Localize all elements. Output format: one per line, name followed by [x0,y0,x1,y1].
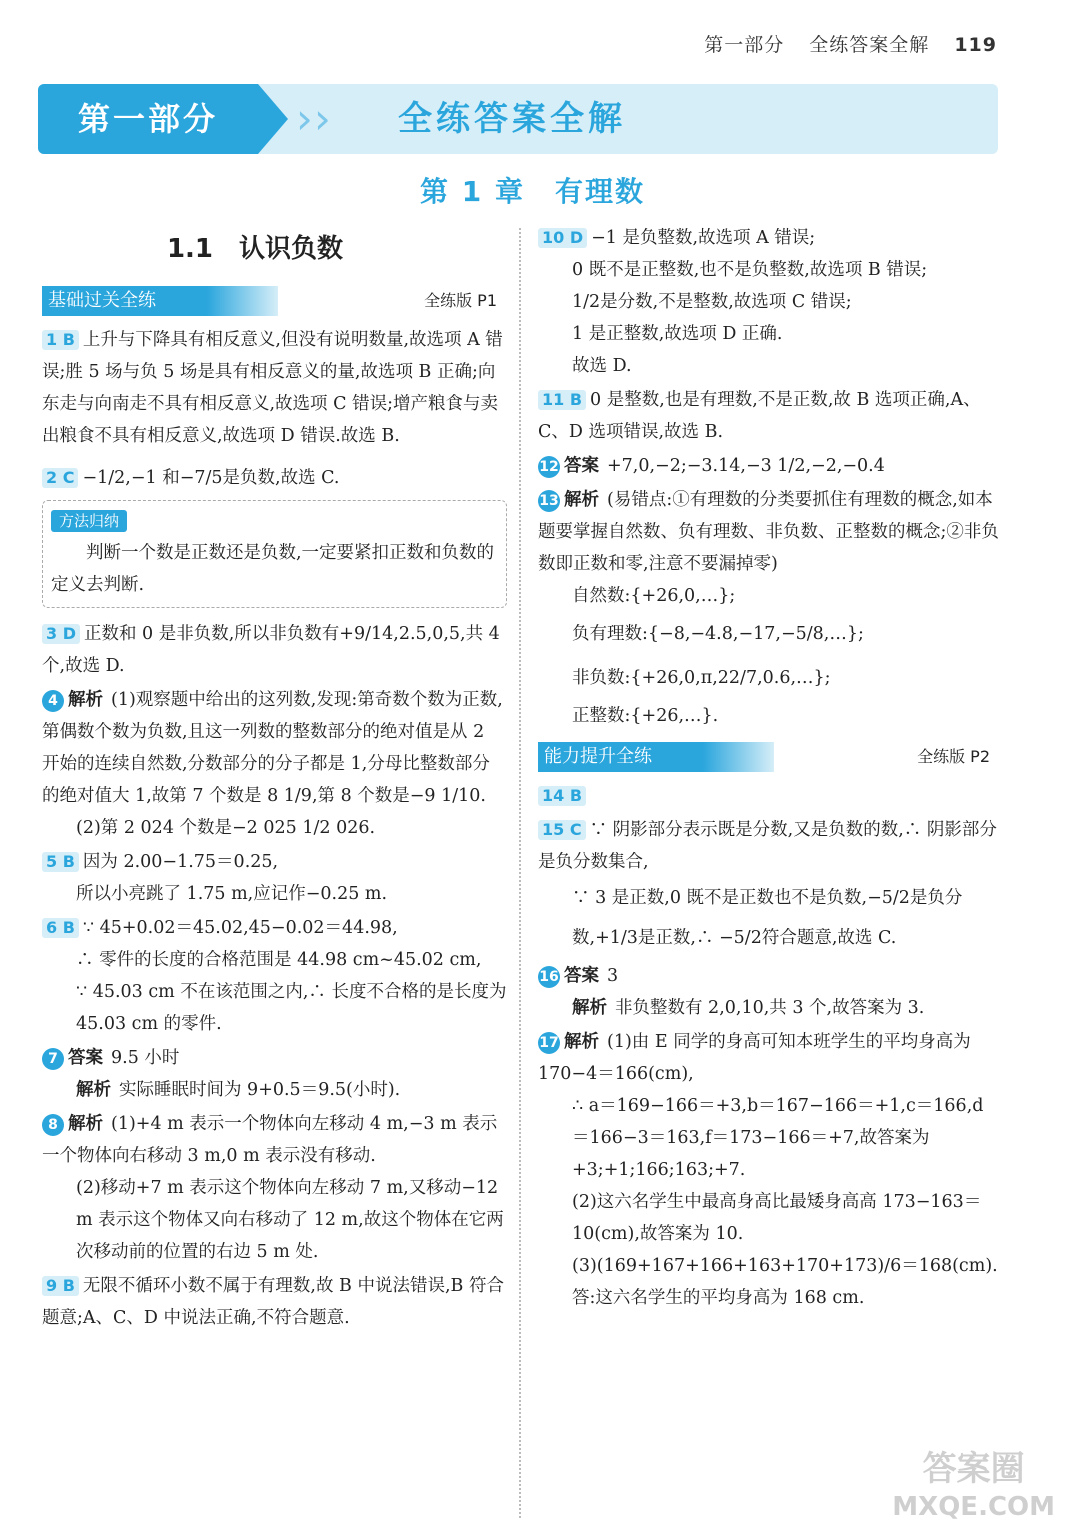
question-number: 14 B [538,786,586,806]
practice-band [538,742,1000,772]
answer-text: +7,0,−2;−3.14,−3 1/2,−2,−0.4 [607,456,885,476]
answer-13 [538,484,1000,732]
answer-text: 9.5 小时 [111,1048,180,1068]
column-divider [519,228,521,1518]
answer-text: (1)由 E 同学的身高可知本班学生的平均身高为 170−4＝166(cm), [538,1032,971,1084]
analysis-tag: 解析 [76,1080,111,1100]
answer-text: ∵ 阴影部分表示既是分数,又是负数的数,∴ 阴影部分是负分数集合, [538,820,997,872]
chevron-icon: › [314,94,331,143]
answer-11 [538,384,1000,448]
analysis-tag: 解析 [564,1032,599,1052]
answer-text: 0 是整数,也是有理数,不是正数,故 B 选项正确,A、C、D 选项错误,故选 B. [538,390,981,442]
answer-text: ∵ 3 是正数,0 既不是正数也不是负数,−5/2是负分数,+1/3是正数,∴ −5/2符合题意,故选 C. [572,888,963,948]
answer-10 [538,222,1000,382]
answer-text: 故选 D. [572,356,632,376]
answer-text: 自然数:{+26,0,…}; [572,586,736,606]
question-number: 1 B [42,330,79,350]
band-label: 基础过关全练 [42,286,278,316]
answer-text: 3 [607,966,619,986]
answer-text: ∵ 45.03 cm 不在该范围之内,∴ 长度不合格的是长度为 45.03 cm 的零件. [76,982,507,1034]
answer-text: 1 是正整数,故选项 D 正确. [572,324,783,344]
answer-text: (2)移动+7 m 表示这个物体向左移动 7 m,又移动−12 m 表示这个物体又向右移动了 12 m,故这个物体在它两次移动前的位置的右边 5 m 处. [76,1178,504,1262]
answer-3 [42,618,507,682]
method-text: 判断一个数是正数还是负数,一定要紧扣正数和负数的定义去判断. [51,543,495,595]
answer-text: 答:这六名学生的平均身高为 168 cm. [572,1288,865,1308]
answer-text: ∵ 45+0.02＝45.02,45−0.02＝44.98, [82,918,398,938]
banner-arrow [258,84,288,154]
answer-text: 非负整数有 2,0,10,共 3 个,故答案为 3. [615,998,925,1018]
answer-text: ∴ a＝169−166＝+3,b＝167−166＝+1,c＝166,d＝166−3＝163,f＝173−166＝+7,故答案为+3;+1;166;163;+7. [572,1096,984,1180]
method-tag: 方法归纳 [51,510,127,532]
question-number: 8 [42,1114,64,1136]
analysis-tag: 解析 [564,490,599,510]
left-column [42,282,507,1336]
watermark-line1: 答案圈 [922,1449,1025,1489]
answer-text: 上升与下降具有相反意义,但没有说明数量,故选项 A 错误;胜 5 场与负 5 场是具有相反意义的量,故选项 B 正确;向东走与向南走不具有相反意义,故选项 C 错误;增产粮食与卖出粮食不具有相反意义,故选项 D 错误.故选 B. [42,330,503,446]
answer-text: (2)这六名学生中最高身高比最矮身高高 173−163＝10(cm),故答案为 10. [572,1192,982,1244]
answer-tag: 答案 [68,1048,103,1068]
answer-14 [538,780,1000,812]
answer-text: 所以小亮跳了 1.75 m,应记作−0.25 m. [76,884,388,904]
answer-text: 非负数:{+26,0,π,22/7,0.6,…}; [572,668,831,688]
answer-2 [42,462,507,494]
banner-part: 第一部分 [38,84,258,154]
practice-band [42,286,507,316]
question-number: 5 B [42,852,79,872]
watermark-line2: MXQE.COM [892,1492,1055,1522]
right-column [538,222,1000,1316]
running-header [686,30,997,57]
question-number: 16 [538,966,560,988]
answer-text: −1/2,−1 和−7/5是负数,故选 C. [82,468,340,488]
question-number: 9 B [42,1276,79,1296]
question-number: 15 C [538,820,586,840]
answer-text: 0 既不是正整数,也不是负整数,故选项 B 错误; [572,260,928,280]
answer-text: 负有理数:{−8,−4.8,−17,−5/8,…}; [572,624,864,644]
answer-text: 正数和 0 是非负数,所以非负数有+9/14,2.5,0,5,共 4 个,故选 D. [42,624,500,676]
question-number: 13 [538,490,560,512]
answer-text: (1)观察题中给出的这列数,发现:第奇数个数为正数,第偶数个数为负数,且这一列数的整数部分的绝对值是从 2 开始的连续自然数,分数部分的分子都是 1,分母比整数部分的绝对值大 1,故第 7 个数是 8 1/9,第 8 个数是−9 1/10. [42,690,503,806]
answer-8 [42,1108,507,1268]
answer-text: 实际睡眠时间为 9+0.5＝9.5(小时). [119,1080,401,1100]
answer-7 [42,1042,507,1106]
question-number: 3 D [42,624,80,644]
question-number: 4 [42,690,64,712]
header-page: 119 [954,34,997,56]
answer-tag: 答案 [564,456,599,476]
band-ref: 全练版 P1 [424,291,497,310]
analysis-tag: 解析 [572,998,607,1018]
answer-6 [42,912,507,1040]
answer-text: 因为 2.00−1.75＝0.25, [82,852,279,872]
answer-17 [538,1026,1000,1314]
analysis-tag: 解析 [68,1114,103,1134]
answer-text: 1/2是分数,不是整数,故选项 C 错误; [572,292,852,312]
answer-text: 正整数:{+26,…}. [572,706,719,726]
chapter-title: 第 1 章 有理数 [420,175,645,208]
band-ref: 全练版 P2 [917,747,990,766]
answer-text: (易错点:①有理数的分类要抓住有理数的概念,如本题要掌握自然数、负有理数、非负数、正整数的概念;②非负数即正数和零,注意不要漏掉零) [538,490,999,574]
answer-text: ∴ 零件的长度的合格范围是 44.98 cm~45.02 cm, [76,950,482,970]
answer-tag: 答案 [564,966,599,986]
answer-16 [538,960,1000,1024]
question-number: 2 C [42,468,78,488]
header-title: 全练答案全解 [809,34,930,56]
answer-1 [42,324,507,452]
header-part: 第一部分 [704,34,785,56]
part-banner [38,84,998,154]
answer-text: −1 是负整数,故选项 A 错误; [591,228,816,248]
answer-5 [42,846,507,910]
answer-9 [42,1270,507,1334]
answer-12 [538,450,1000,482]
band-label: 能力提升全练 [538,742,774,772]
question-number: 6 B [42,918,79,938]
section-title: 1.1 认识负数 [166,234,344,264]
question-number: 12 [538,456,560,478]
watermark-logo [892,1450,1055,1526]
answer-15 [538,814,1000,958]
answer-4 [42,684,507,844]
answer-text: 无限不循环小数不属于有理数,故 B 中说法错误,B 符合题意;A、C、D 中说法正确,不符合题意. [42,1276,504,1328]
chevron-icon: › [296,94,313,143]
method-summary-box [42,500,507,608]
question-number: 17 [538,1032,560,1054]
answer-text: (2)第 2 024 个数是−2 025 1/2 026. [76,818,376,838]
question-number: 10 D [538,228,587,248]
answer-text: (3)(169+167+166+163+170+173)/6＝168(cm). [572,1256,998,1276]
question-number: 7 [42,1048,64,1070]
analysis-tag: 解析 [68,690,103,710]
answer-text: (1)+4 m 表示一个物体向左移动 4 m,−3 m 表示一个物体向右移动 3 m,0 m 表示没有移动. [42,1114,498,1166]
question-number: 11 B [538,390,586,410]
banner-title: 全练答案全解 [398,99,626,139]
